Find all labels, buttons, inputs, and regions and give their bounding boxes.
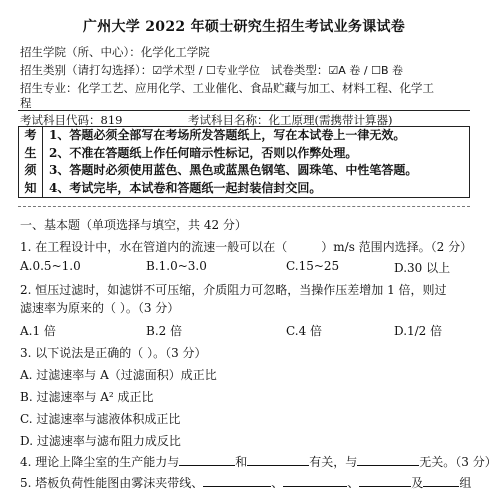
question-4-stem-part: 无关。（3 分） — [419, 455, 497, 469]
college-line: 招生学院（所、中心）：化学化工学院 — [20, 45, 210, 59]
notice-side-label — [19, 127, 43, 197]
question-3-option-a: A. 过滤速率与 A（过滤面积）成正比 — [20, 368, 217, 382]
question-4-stem-part: 和 — [235, 455, 248, 469]
exam-title: 广州大学 2022 年硕士研究生招生考试业务课试卷 — [82, 19, 406, 35]
question-2-option-a: A.1 倍 — [20, 324, 56, 338]
category-line — [20, 62, 403, 78]
paper-type-label: 试卷类型： — [270, 63, 329, 77]
paper-type-a-checkbox: ☑A 卷 — [328, 64, 361, 77]
notice-rule: 4、考试完毕，本试卷和答题纸一起封装信封交回。 — [49, 180, 322, 195]
dashed-separator — [18, 206, 470, 207]
question-3-option-d: D. 过滤速率与滤布阻力成反比 — [20, 434, 181, 448]
question-5-stem-part: 、 — [271, 476, 284, 490]
question-1-stem — [20, 238, 472, 255]
section-heading: 一、基本题（单项选择与填空，共 42 分） — [20, 218, 247, 232]
subject-code: 考试科目代码：819 — [20, 113, 123, 127]
question-1-option-a: A.0.5~1.0 — [20, 259, 81, 273]
question-4-stem-part: 4. 理论上降尘室的生产能力与 — [20, 455, 180, 469]
notice-rules — [49, 127, 465, 197]
header-divider-top — [18, 110, 470, 111]
question-1-option-d: D.30 以上 — [394, 261, 451, 275]
category-label: 招生类别（请打勾选择）： — [20, 63, 153, 77]
answer-blank — [423, 475, 459, 487]
notice-side-char: 须 — [24, 163, 37, 177]
answer-blank — [247, 454, 309, 466]
majors-line-2: 程 — [20, 96, 32, 110]
question-2-option-c: C.4 倍 — [286, 324, 323, 338]
question-5-stem — [20, 474, 471, 491]
question-3-option-b: B. 过滤速率与 A² 成正比 — [20, 390, 154, 404]
question-2-stem-line-1: 2. 恒压过滤时，如滤饼不可压缩，介质阻力可忽略，当操作压差增加 1 倍，则过 — [20, 283, 447, 297]
notice-side-char: 知 — [24, 180, 37, 195]
subject-name: 考试科目名称：化工原理(需携带计算器) — [188, 113, 393, 127]
question-1-option-b: B.1.0~3.0 — [146, 259, 207, 273]
question-3-stem: 3. 以下说法是正确的（ ）。（3 分） — [20, 346, 207, 360]
paper-type-b-checkbox: / ☐B 卷 — [363, 64, 403, 77]
answer-blank — [179, 454, 235, 466]
question-2-option-b: B.2 倍 — [146, 324, 183, 338]
question-5-stem-part: 、 — [347, 476, 360, 490]
answer-blank — [359, 475, 411, 487]
question-4-stem-part: 有关，与 — [309, 455, 358, 469]
answer-blank — [283, 475, 347, 487]
majors-line-1: 招生专业：化学工艺、应用化学、工业催化、食品贮藏与加工、材料工程、化学工 — [20, 81, 434, 95]
notice-rule: 1、答题必须全部写在考场所发答题纸上，写在本试卷上一律无效。 — [49, 128, 406, 142]
question-4-stem — [20, 453, 497, 470]
question-2-stem-line-2: 滤速率为原来的（ ）。（3 分） — [20, 301, 180, 315]
question-1-stem-start: 1. 在工程设计中，水在管道内的流速一般可以在（ — [20, 240, 288, 254]
notice-side-char: 生 — [24, 145, 37, 160]
question-5-stem-part: 组 — [459, 476, 472, 490]
notice-side-char: 考 — [24, 128, 37, 142]
question-5-stem-part: 及 — [411, 476, 424, 490]
question-1-stem-end: ）m/s 范围内选择。（2 分） — [321, 240, 473, 254]
category-academic-checkbox: ☑学术型 — [152, 64, 196, 77]
answer-blank — [203, 475, 271, 487]
question-5-stem-part: 5. 塔板负荷性能图由雾沫夹带线、 — [20, 476, 204, 490]
question-2-option-d: D.1/2 倍 — [394, 324, 443, 338]
question-1-option-c: C.15~25 — [286, 259, 340, 273]
notice-rule: 3、答题时必须使用蓝色、黑色或蓝黑色钢笔、圆珠笔、中性笔答题。 — [49, 163, 418, 177]
question-3-option-c: C. 过滤速率与滤液体积成正比 — [20, 412, 181, 426]
category-professional-checkbox: / ☐专业学位 — [198, 64, 260, 77]
notice-rule: 2、不准在答题纸上作任何暗示性标记，否则以作弊处理。 — [49, 145, 358, 160]
answer-blank — [357, 454, 419, 466]
exam-notice-box — [18, 126, 470, 198]
